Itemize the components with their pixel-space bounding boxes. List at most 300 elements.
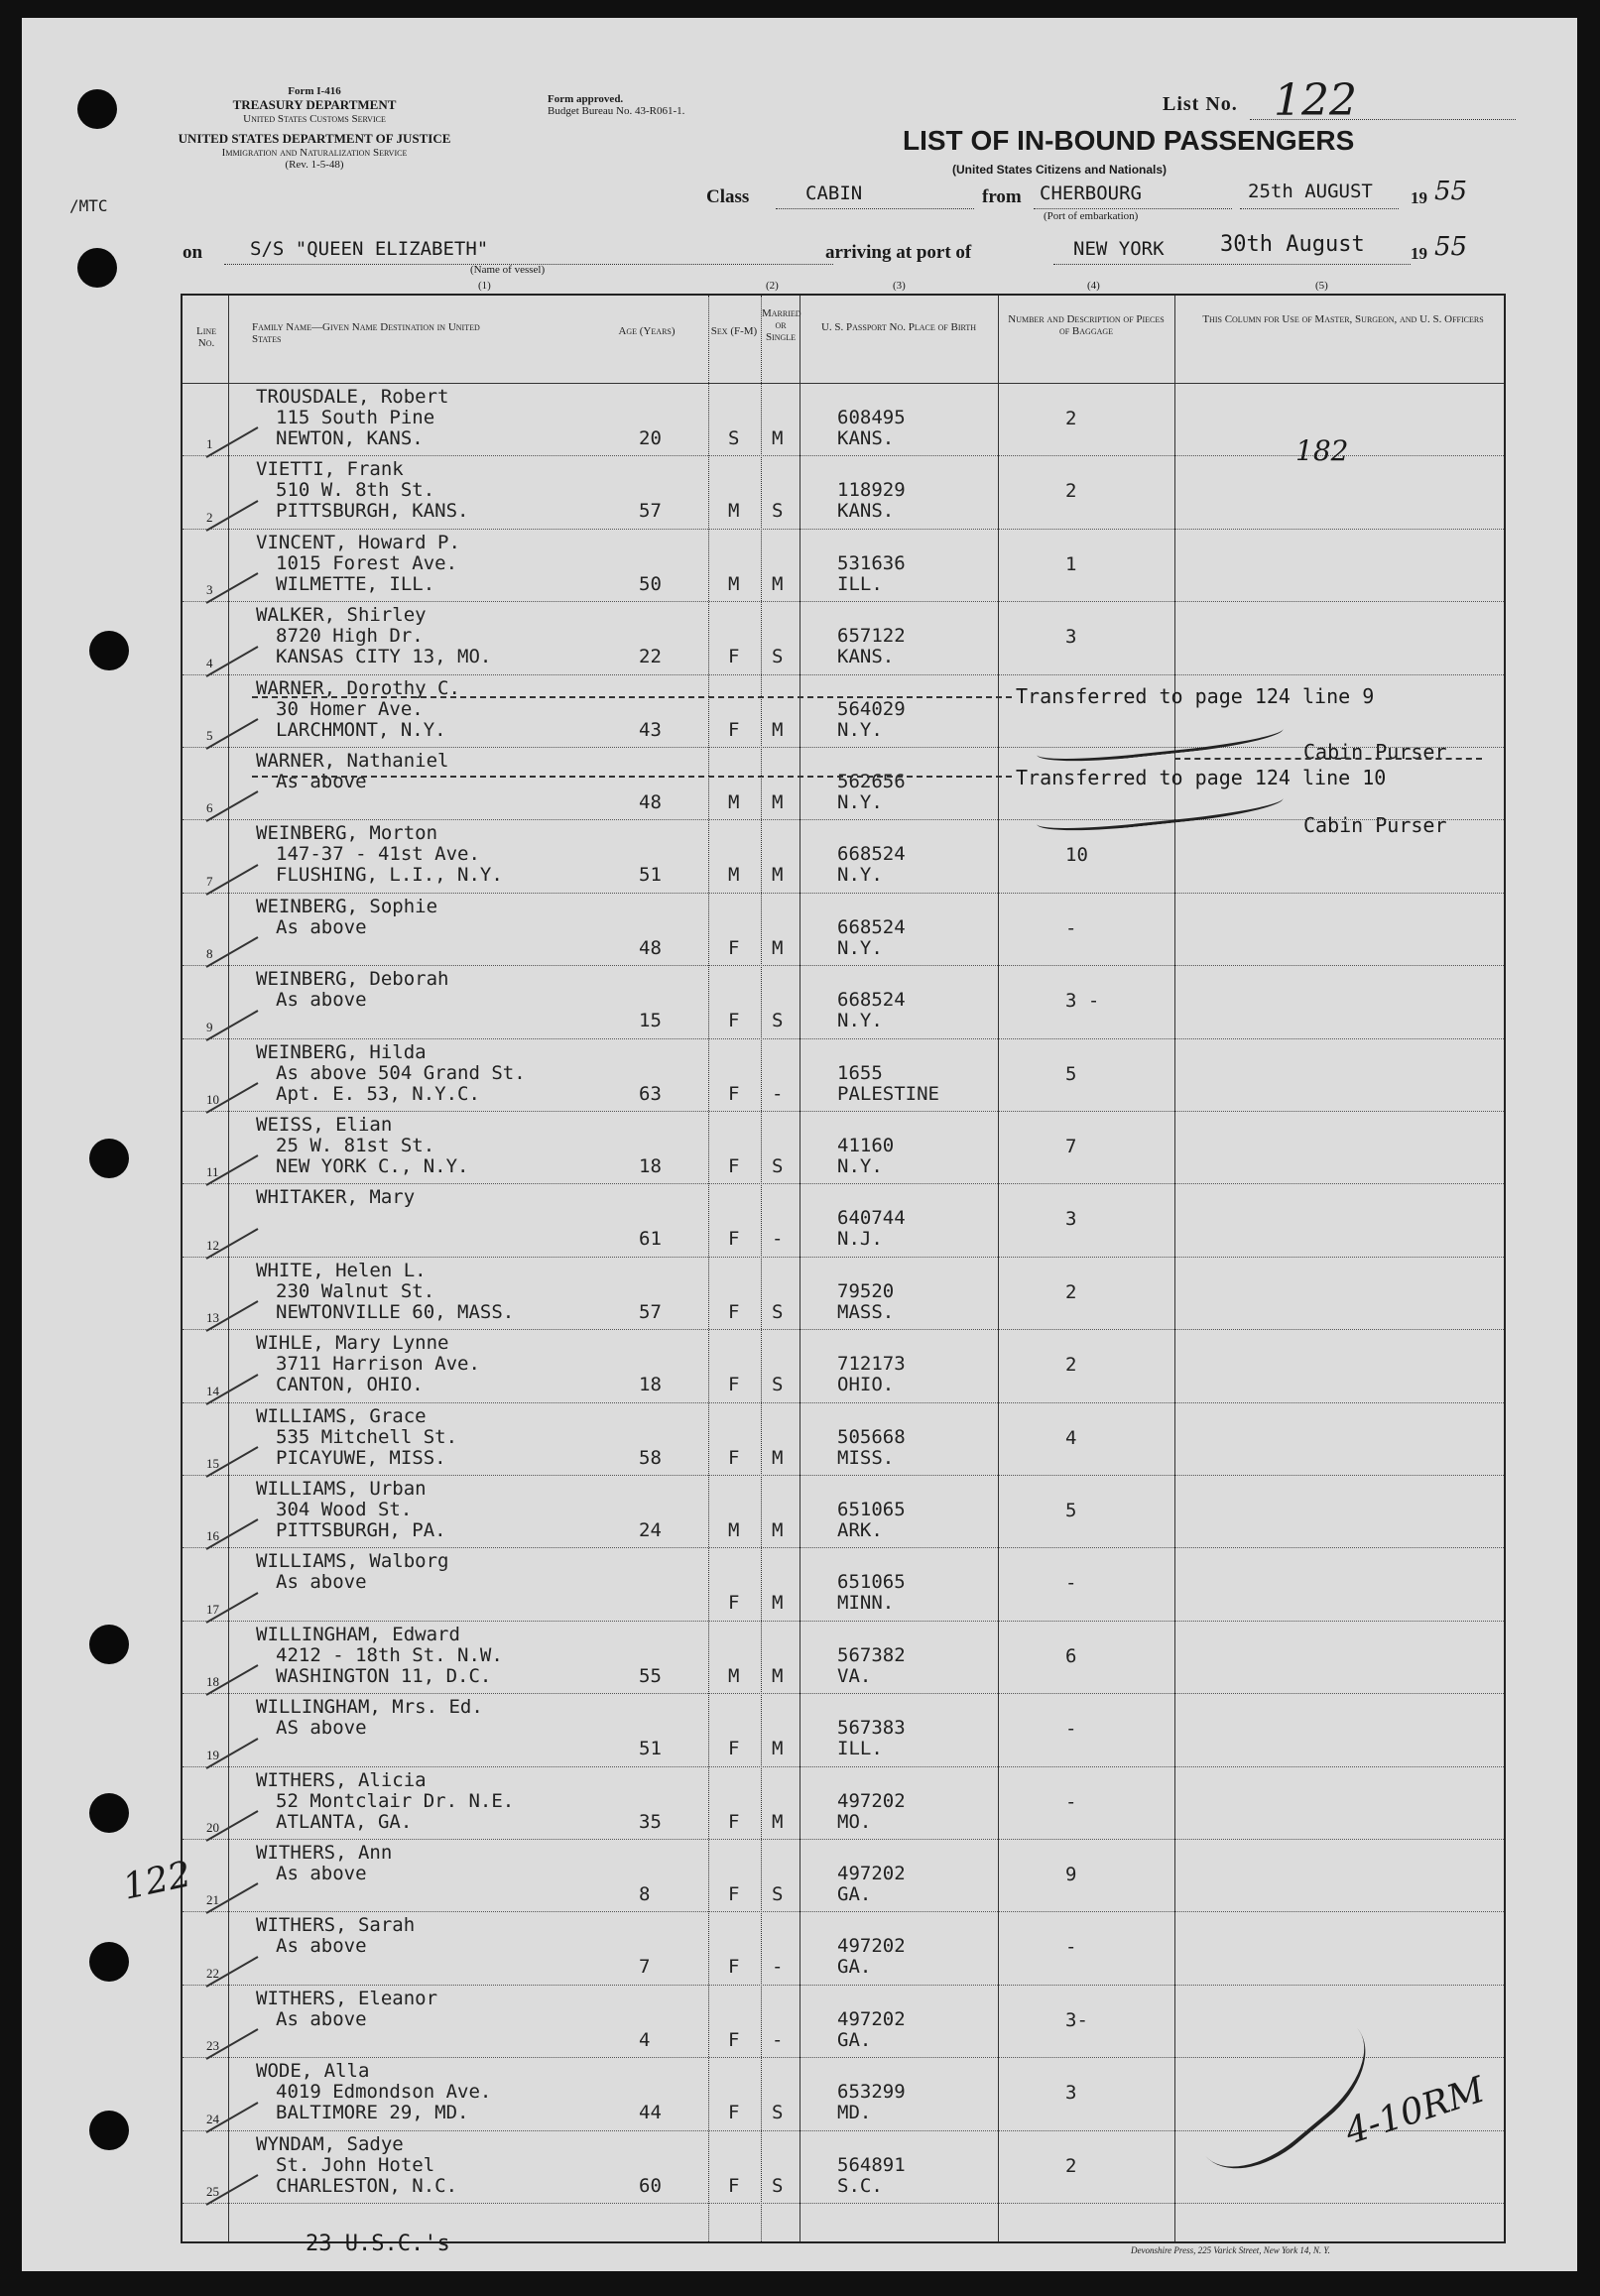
col-baggage: Number and Description of Pieces of Baggage	[1008, 313, 1165, 337]
passport-number: 668524	[837, 843, 906, 866]
marital-status: M	[772, 427, 784, 449]
departure-date: 25th AUGUST	[1248, 181, 1373, 202]
place-of-birth: OHIO.	[837, 1374, 895, 1396]
place-of-birth: ILL.	[837, 572, 883, 595]
passport-number: 651065	[837, 1571, 906, 1594]
passenger-name: WEINBERG, Morton	[256, 822, 438, 845]
line-number: 21	[206, 1892, 219, 1908]
column-number: (3)	[893, 280, 906, 292]
revision: (Rev. 1-5-48)	[285, 159, 344, 171]
address-line-1: 147-37 - 41st Ave.	[276, 843, 480, 866]
marital-status: M	[772, 1810, 784, 1833]
margin-mark: /MTC	[69, 196, 108, 215]
table-row	[183, 1693, 1504, 1766]
transfer-note: Transferred to page 124 line 10	[1016, 766, 1387, 789]
baggage-count: -	[1065, 916, 1077, 939]
line-number: 3	[206, 582, 213, 598]
marital-status: -	[772, 1228, 784, 1251]
marital-status: S	[772, 2102, 784, 2124]
passenger-name: WILLIAMS, Walborg	[256, 1550, 449, 1573]
table-row	[183, 1183, 1504, 1257]
address-line-1: 30 Homer Ave.	[276, 697, 424, 720]
baggage-count: 2	[1065, 2154, 1077, 2177]
check-mark	[206, 427, 259, 459]
marital-status: S	[772, 1155, 784, 1177]
vessel-name: S/S "QUEEN ELIZABETH"	[250, 238, 489, 260]
age-value: 58	[639, 1446, 662, 1469]
passenger-name: WIHLE, Mary Lynne	[256, 1332, 449, 1355]
address-line-2: WASHINGTON 11, D.C.	[276, 1664, 492, 1687]
place-of-birth: GA.	[837, 2028, 872, 2051]
sex-value: F	[728, 1738, 740, 1760]
place-of-birth: ILL.	[837, 1738, 883, 1760]
line-number: 17	[206, 1601, 219, 1617]
col-sex: Sex (F-M)	[710, 325, 758, 337]
passport-number: 531636	[837, 551, 906, 574]
check-mark	[206, 936, 259, 968]
passenger-name: WODE, Alla	[256, 2060, 370, 2083]
marital-status: S	[772, 500, 784, 523]
line-number: 22	[206, 1965, 219, 1981]
passenger-name: WEINBERG, Deborah	[256, 968, 449, 991]
passenger-name: WHITAKER, Mary	[256, 1186, 416, 1209]
strike-line	[1174, 758, 1482, 760]
punch-hole	[89, 1942, 129, 1982]
place-of-birth: ARK.	[837, 1519, 883, 1541]
baggage-count: 2	[1065, 1354, 1077, 1377]
baggage-count: 1	[1065, 552, 1077, 575]
baggage-count: 6	[1065, 1644, 1077, 1667]
address-line-1: 304 Wood St.	[276, 1499, 413, 1520]
baggage-count: 9	[1065, 1864, 1077, 1885]
line-number: 25	[206, 2183, 219, 2199]
column-number: (5)	[1315, 280, 1328, 292]
line-number: 15	[206, 1455, 219, 1471]
table-row	[183, 1621, 1504, 1694]
baggage-count: 2	[1065, 1280, 1077, 1303]
place-of-birth: MISS.	[837, 1446, 895, 1469]
address-line-1: 8720 High Dr.	[276, 625, 424, 648]
arrival-port: NEW YORK	[1073, 238, 1165, 260]
baggage-count: 3	[1065, 2082, 1077, 2105]
footer-count: 23 U.S.C.'s	[306, 2232, 450, 2256]
passport-number: 505668	[837, 1425, 906, 1448]
arrival-rule	[1053, 264, 1411, 265]
age-value: 44	[639, 2102, 662, 2124]
budget-bureau: Budget Bureau No. 43-R061-1.	[548, 105, 685, 117]
table-row	[183, 1547, 1504, 1621]
printer-credit: Devonshire Press, 225 Varick Street, New York 14, N. Y.	[1131, 2245, 1330, 2255]
col-age: Age (Years)	[618, 325, 676, 337]
place-of-birth: N.Y.	[837, 1010, 883, 1032]
address-line-1: As above	[276, 989, 367, 1012]
passenger-name: WITHERS, Ann	[256, 1842, 393, 1864]
on-label: on	[183, 242, 203, 263]
marital-status: M	[772, 1738, 784, 1760]
address-line-1: As above	[276, 1935, 367, 1958]
customs-service: United States Customs Service	[243, 113, 386, 125]
passenger-name: WITHERS, Alicia	[256, 1768, 427, 1791]
punch-hole	[89, 1793, 129, 1833]
age-value: 48	[639, 791, 662, 813]
place-of-birth: N.Y.	[837, 718, 883, 741]
age-value: 63	[639, 1082, 662, 1105]
check-mark	[206, 791, 259, 823]
justice-dept: UNITED STATES DEPARTMENT OF JUSTICE	[178, 131, 451, 146]
immigration-service: Immigration and Naturalization Service	[221, 147, 408, 159]
margin-list-number: 122	[119, 1854, 195, 1908]
passport-number: 497202	[837, 1863, 906, 1884]
strike-line	[252, 696, 1012, 698]
approved-label: Form approved.	[548, 93, 624, 105]
place-of-birth: N.Y.	[837, 1155, 883, 1177]
line-number: 2	[206, 509, 213, 525]
baggage-count: -	[1065, 1936, 1077, 1959]
line-number: 7	[206, 873, 213, 889]
marital-status: S	[772, 1300, 784, 1323]
sex-value: F	[728, 1228, 740, 1251]
class-value: CABIN	[805, 182, 863, 204]
place-of-birth: GA.	[837, 1883, 872, 1905]
passport-number: 668524	[837, 989, 906, 1012]
marital-status: M	[772, 572, 784, 595]
check-mark	[206, 1010, 259, 1041]
place-of-birth: N.Y.	[837, 936, 883, 959]
port-embarkation-caption: (Port of embarkation)	[1044, 210, 1139, 222]
address-line-2: LARCHMONT, N.Y.	[276, 718, 446, 741]
age-value: 15	[639, 1010, 662, 1032]
age-value: 4	[639, 2028, 651, 2051]
passport-number: 497202	[837, 2007, 906, 2030]
line-number: 1	[206, 436, 213, 452]
sex-value: F	[728, 1082, 740, 1105]
address-line-2: CHARLESTON, N.C.	[276, 2174, 458, 2197]
punch-hole	[89, 1139, 129, 1178]
table-row	[183, 1475, 1504, 1548]
marital-status: S	[772, 1010, 784, 1032]
marital-status: M	[772, 936, 784, 959]
address-line-2: FLUSHING, L.I., N.Y.	[276, 864, 503, 887]
list-number-label: List No.	[1163, 93, 1238, 115]
line-number: 5	[206, 727, 213, 743]
passenger-name: WILLIAMS, Urban	[256, 1478, 427, 1500]
marital-status: -	[772, 1082, 784, 1105]
age-value: 18	[639, 1374, 662, 1396]
passport-number: 567382	[837, 1643, 906, 1666]
line-number: 14	[206, 1383, 219, 1398]
punch-hole	[89, 1625, 129, 1664]
age-value: 51	[639, 864, 662, 887]
address-line-2: WILMETTE, ILL.	[276, 572, 435, 595]
sex-value: F	[728, 1956, 740, 1979]
address-line-1: As above	[276, 771, 367, 792]
marital-status: S	[772, 646, 784, 668]
address-line-2: Apt. E. 53, N.Y.C.	[276, 1082, 480, 1105]
address-line-2: NEWTONVILLE 60, MASS.	[276, 1300, 515, 1323]
marital-status: S	[772, 1883, 784, 1905]
col-officers: This Column for Use of Master, Surgeon, and U. S. Officers	[1202, 313, 1484, 325]
document-page	[22, 18, 1577, 2271]
column-number: (2)	[766, 280, 779, 292]
punch-hole	[89, 631, 129, 670]
place-of-birth: KANS.	[837, 500, 895, 523]
sex-value: F	[728, 1810, 740, 1833]
column-number: (4)	[1087, 280, 1100, 292]
address-line-1: As above	[276, 915, 367, 938]
passenger-table	[181, 294, 1506, 2243]
purser-label: Cabin Purser	[1303, 813, 1447, 837]
place-of-birth: MASS.	[837, 1300, 895, 1323]
col-passport: U. S. Passport No. Place of Birth	[820, 321, 977, 333]
address-line-2: PICAYUWE, MISS.	[276, 1446, 446, 1469]
address-line-2: BALTIMORE 29, MD.	[276, 2102, 469, 2124]
col-name: Family Name—Given Name Destination in United States	[252, 321, 480, 345]
marital-status: -	[772, 2028, 784, 2051]
treasury-dept: TREASURY DEPARTMENT	[232, 97, 397, 112]
line-number: 12	[206, 1237, 219, 1253]
baggage-count: -	[1065, 1790, 1077, 1813]
age-value: 57	[639, 500, 662, 523]
sex-value: F	[728, 2028, 740, 2051]
transfer-note: Transferred to page 124 line 9	[1016, 684, 1375, 708]
punch-hole	[89, 2111, 129, 2150]
address-line-1: 535 Mitchell St.	[276, 1425, 458, 1448]
sex-value: F	[728, 1300, 740, 1323]
address-line-2: PITTSBURGH, KANS.	[276, 500, 469, 523]
departure-year-prefix: 19	[1411, 188, 1427, 207]
line-number: 9	[206, 1019, 213, 1034]
check-mark	[206, 572, 259, 604]
age-value: 61	[639, 1228, 662, 1251]
baggage-count: 3	[1065, 626, 1077, 649]
passport-number: 497202	[837, 1789, 906, 1812]
document-subtitle: (United States Citizens and Nationals)	[952, 163, 1168, 177]
passenger-name: WEINBERG, Hilda	[256, 1040, 427, 1063]
passport-number: 1655	[837, 1061, 883, 1084]
age-value: 51	[639, 1738, 662, 1760]
address-line-1: St. John Hotel	[276, 2153, 435, 2176]
address-line-1: 115 South Pine	[276, 407, 435, 428]
baggage-count: 4	[1065, 1426, 1077, 1449]
passport-number: 562656	[837, 771, 906, 792]
place-of-birth: MO.	[837, 1810, 872, 1833]
column-number: (1)	[478, 280, 491, 292]
passenger-name: WILLINGHAM, Mrs. Ed.	[256, 1696, 483, 1719]
address-line-1: 52 Montclair Dr. N.E.	[276, 1789, 515, 1812]
address-line-1: As above 504 Grand St.	[276, 1061, 526, 1084]
passport-number: 41160	[837, 1135, 895, 1156]
line-number: 11	[206, 1164, 219, 1180]
baggage-count: 3-	[1065, 2008, 1088, 2031]
officer-note: 182	[1295, 434, 1349, 467]
age-value: 48	[639, 936, 662, 959]
age-value: 35	[639, 1810, 662, 1833]
marital-status: M	[772, 791, 784, 813]
check-mark	[206, 500, 259, 532]
sex-value: F	[728, 2174, 740, 2197]
table-row	[183, 1911, 1504, 1985]
baggage-count: 7	[1065, 1136, 1077, 1157]
baggage-count: 2	[1065, 480, 1077, 503]
passport-number: 608495	[837, 407, 906, 428]
class-rule	[776, 208, 974, 209]
table-row	[183, 1111, 1504, 1184]
passport-number: 668524	[837, 915, 906, 938]
sex-value: F	[728, 1010, 740, 1032]
passenger-name: WEISS, Elian	[256, 1114, 393, 1136]
line-number: 10	[206, 1091, 219, 1107]
form-approved	[548, 93, 684, 117]
port-of-embarkation: CHERBOURG	[1040, 182, 1142, 204]
table-row	[183, 2130, 1504, 2204]
sex-value: F	[728, 718, 740, 741]
baggage-count: -	[1065, 1718, 1077, 1741]
address-line-2: NEW YORK C., N.Y.	[276, 1155, 469, 1177]
age-value: 22	[639, 646, 662, 668]
address-line-1: As above	[276, 1863, 367, 1884]
address-line-2: CANTON, OHIO.	[276, 1374, 424, 1396]
passport-number: 640744	[837, 1207, 906, 1230]
place-of-birth: MINN.	[837, 1592, 895, 1615]
baggage-count: -	[1065, 1572, 1077, 1595]
passenger-name: WITHERS, Eleanor	[256, 1987, 438, 2009]
sex-value: M	[728, 864, 740, 887]
sex-value: F	[728, 1592, 740, 1615]
passport-number: 564029	[837, 697, 906, 720]
age-value: 24	[639, 1519, 662, 1541]
punch-hole	[77, 89, 117, 129]
passport-number: 567383	[837, 1717, 906, 1740]
address-line-1: As above	[276, 1571, 367, 1594]
line-number: 24	[206, 2111, 219, 2126]
sex-value: M	[728, 1664, 740, 1687]
table-row	[183, 893, 1504, 966]
sex-value: M	[728, 791, 740, 813]
arriving-label: arriving at port of	[825, 242, 972, 263]
passport-number: 657122	[837, 625, 906, 648]
check-mark	[206, 646, 259, 677]
age-value: 50	[639, 572, 662, 595]
marital-status: M	[772, 1446, 784, 1469]
baggage-count: 5	[1065, 1062, 1077, 1085]
age-value: 20	[639, 427, 662, 449]
line-number: 19	[206, 1747, 219, 1762]
place-of-birth: MD.	[837, 2102, 872, 2124]
place-of-birth: N.J.	[837, 1228, 883, 1251]
address-line-1: 4212 - 18th St. N.W.	[276, 1643, 503, 1666]
address-line-1: 3711 Harrison Ave.	[276, 1353, 480, 1376]
passport-number: 497202	[837, 1935, 906, 1958]
passenger-name: TROUSDALE, Robert	[256, 386, 449, 408]
departure-year: 55	[1434, 177, 1468, 206]
passenger-name: WILLINGHAM, Edward	[256, 1623, 460, 1645]
sex-value: F	[728, 1155, 740, 1177]
table-row	[183, 1329, 1504, 1402]
passenger-name: WARNER, Dorothy C.	[256, 676, 460, 699]
line-number: 4	[206, 655, 213, 670]
sex-value: S	[728, 427, 740, 449]
marital-status: S	[772, 1374, 784, 1396]
place-of-birth: PALESTINE	[837, 1082, 939, 1105]
from-rule	[1034, 208, 1232, 209]
baggage-count: 10	[1065, 844, 1088, 867]
line-number: 20	[206, 1819, 219, 1835]
table-row	[183, 1766, 1504, 1840]
arrival-year: 55	[1434, 232, 1468, 262]
punch-hole	[77, 248, 117, 288]
place-of-birth: N.Y.	[837, 864, 883, 887]
passenger-name: WHITE, Helen L.	[256, 1259, 427, 1281]
line-number: 8	[206, 946, 213, 962]
date-stamp: 4-10RM	[1340, 2069, 1490, 2153]
baggage-count: 2	[1065, 408, 1077, 429]
agency-block	[161, 85, 468, 171]
table-row	[183, 529, 1504, 602]
table-row	[183, 1402, 1504, 1476]
address-line-1: 230 Walnut St.	[276, 1279, 435, 1302]
baggage-count: 3 -	[1065, 990, 1100, 1013]
passport-number: 118929	[837, 479, 906, 502]
marital-status: -	[772, 1956, 784, 1979]
address-line-2: KANSAS CITY 13, MO.	[276, 646, 492, 668]
strike-line	[252, 776, 1012, 778]
place-of-birth: S.C.	[837, 2174, 883, 2197]
passenger-name: WILLIAMS, Grace	[256, 1404, 427, 1427]
line-number: 18	[206, 1674, 219, 1690]
age-value: 43	[639, 718, 662, 741]
sex-value: F	[728, 1446, 740, 1469]
table-row	[183, 1839, 1504, 1912]
purser-label: Cabin Purser	[1303, 740, 1447, 764]
table-row	[183, 601, 1504, 674]
passenger-name: VINCENT, Howard P.	[256, 531, 460, 553]
table-row	[183, 965, 1504, 1038]
check-mark	[206, 864, 259, 896]
marital-status: M	[772, 1592, 784, 1615]
baggage-count: 5	[1065, 1500, 1077, 1521]
col-line-no: Line No.	[195, 325, 217, 349]
list-number-rule	[1250, 119, 1516, 120]
place-of-birth: VA.	[837, 1664, 872, 1687]
age-value: 7	[639, 1956, 651, 1979]
passport-number: 651065	[837, 1499, 906, 1520]
address-line-2: ATLANTA, GA.	[276, 1810, 413, 1833]
address-line-1: 4019 Edmondson Ave.	[276, 2081, 492, 2104]
passenger-name: VIETTI, Frank	[256, 458, 404, 481]
passenger-name: WARNER, Nathaniel	[256, 750, 449, 772]
baggage-count: 3	[1065, 1208, 1077, 1231]
col-married: Married or Single	[762, 307, 801, 343]
age-value: 8	[639, 1883, 651, 1905]
check-mark	[206, 718, 259, 750]
place-of-birth: KANS.	[837, 427, 895, 449]
age-value: 60	[639, 2174, 662, 2197]
arrival-year-prefix: 19	[1411, 244, 1427, 263]
sex-value: M	[728, 572, 740, 595]
marital-status: M	[772, 1664, 784, 1687]
list-number: 122	[1274, 75, 1357, 126]
marital-status: M	[772, 718, 784, 741]
vessel-caption: (Name of vessel)	[470, 264, 546, 276]
line-number: 23	[206, 2038, 219, 2054]
passenger-name: WYNDAM, Sadye	[256, 2132, 404, 2155]
passport-number: 564891	[837, 2153, 906, 2176]
class-label: Class	[706, 186, 750, 207]
sex-value: F	[728, 936, 740, 959]
passport-number: 79520	[837, 1279, 895, 1302]
passport-number: 653299	[837, 2081, 906, 2104]
age-value: 57	[639, 1300, 662, 1323]
